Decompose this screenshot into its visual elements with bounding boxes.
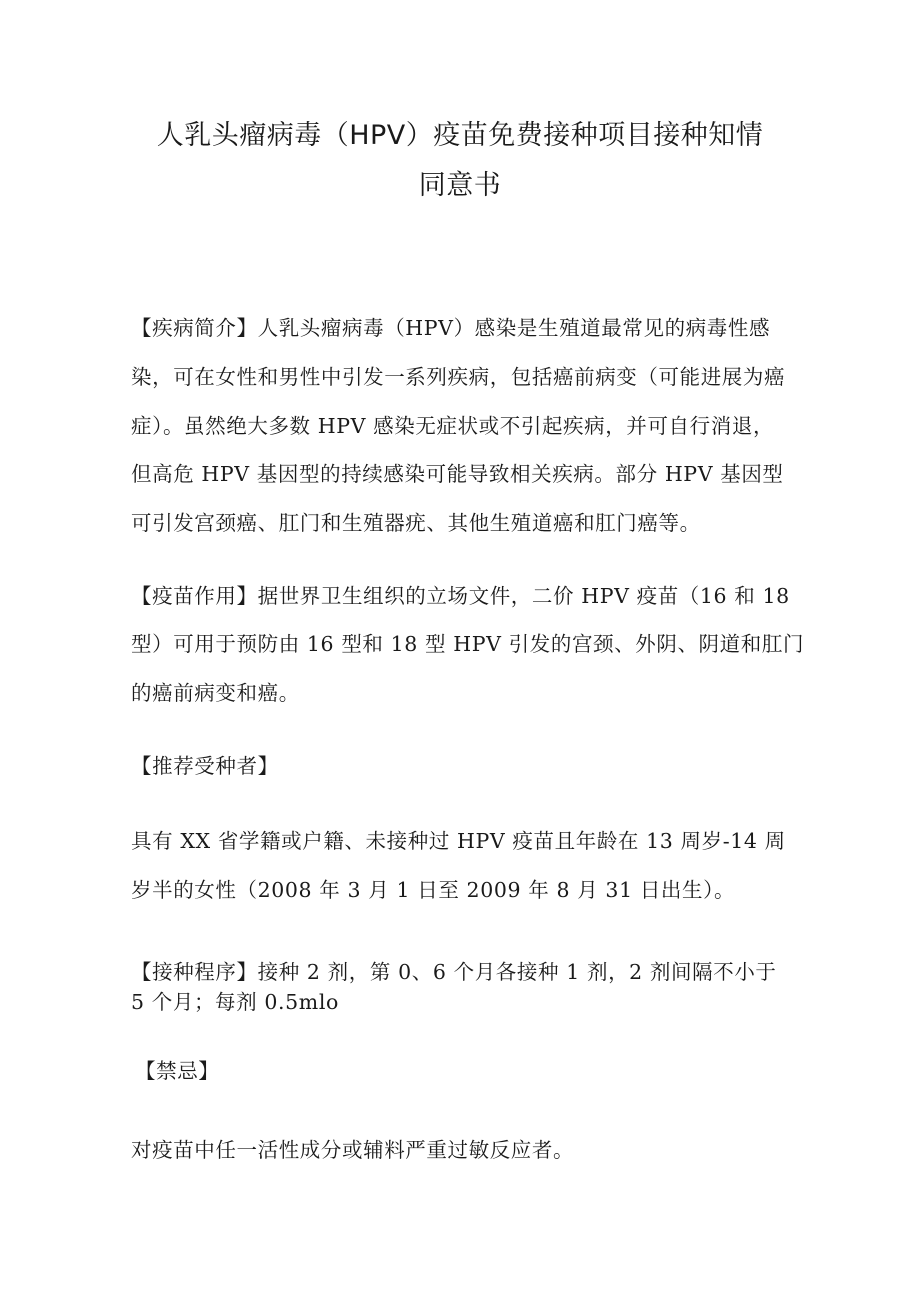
procedure-line-2: 5 个月；每剂 0.5mlo (131, 990, 339, 1014)
procedure-line-1: 【接种程序】接种 2 剂，第 0、6 个月各接种 1 剂，2 剂间隔不小于 (131, 960, 777, 984)
document-title-line-2: 同意书 (418, 170, 502, 201)
disease-intro-line-2: 染，可在女性和男性中引发一系列疾病，包括癌前病变（可能进展为癌 (131, 365, 786, 389)
disease-intro-line-4: 但高危 HPV 基因型的持续感染可能导致相关疾病。部分 HPV 基因型 (131, 462, 784, 486)
vaccine-effect-line-2: 型）可用于预防由 16 型和 18 型 HPV 引发的宫颈、外阴、阴道和肛门 (131, 632, 805, 656)
recommended-line-1: 具有 XX 省学籍或户籍、未接种过 HPV 疫苗且年龄在 13 周岁-14 周 (131, 829, 786, 853)
vaccine-effect-line-1: 【疫苗作用】据世界卫生组织的立场文件，二价 HPV 疫苗（16 和 18 (131, 584, 790, 608)
vaccine-effect-line-3: 的癌前病变和癌。 (131, 681, 300, 705)
contraindication-line-1: 对疫苗中任一活性成分或辅料严重过敏反应者。 (131, 1138, 575, 1162)
document-title-line-1: 人乳头瘤病毒（HPV）疫苗免费接种项目接种知情 (156, 120, 764, 151)
recommended-heading: 【推荐受种者】 (131, 754, 279, 778)
disease-intro-line-5: 可引发宫颈癌、肛门和生殖器疣、其他生殖道癌和肛门癌等。 (131, 511, 701, 535)
disease-intro-line-1: 【疾病简介】人乳头瘤病毒（HPV）感染是生殖道最常见的病毒性感 (131, 316, 771, 340)
recommended-line-2: 岁半的女性（2008 年 3 月 1 日至 2009 年 8 月 31 日出生）。 (131, 878, 736, 902)
contraindication-heading: 【禁忌】 (135, 1059, 220, 1083)
disease-intro-line-3: 症）。虽然绝大多数 HPV 感染无症状或不引起疾病，并可自行消退， (131, 414, 775, 438)
